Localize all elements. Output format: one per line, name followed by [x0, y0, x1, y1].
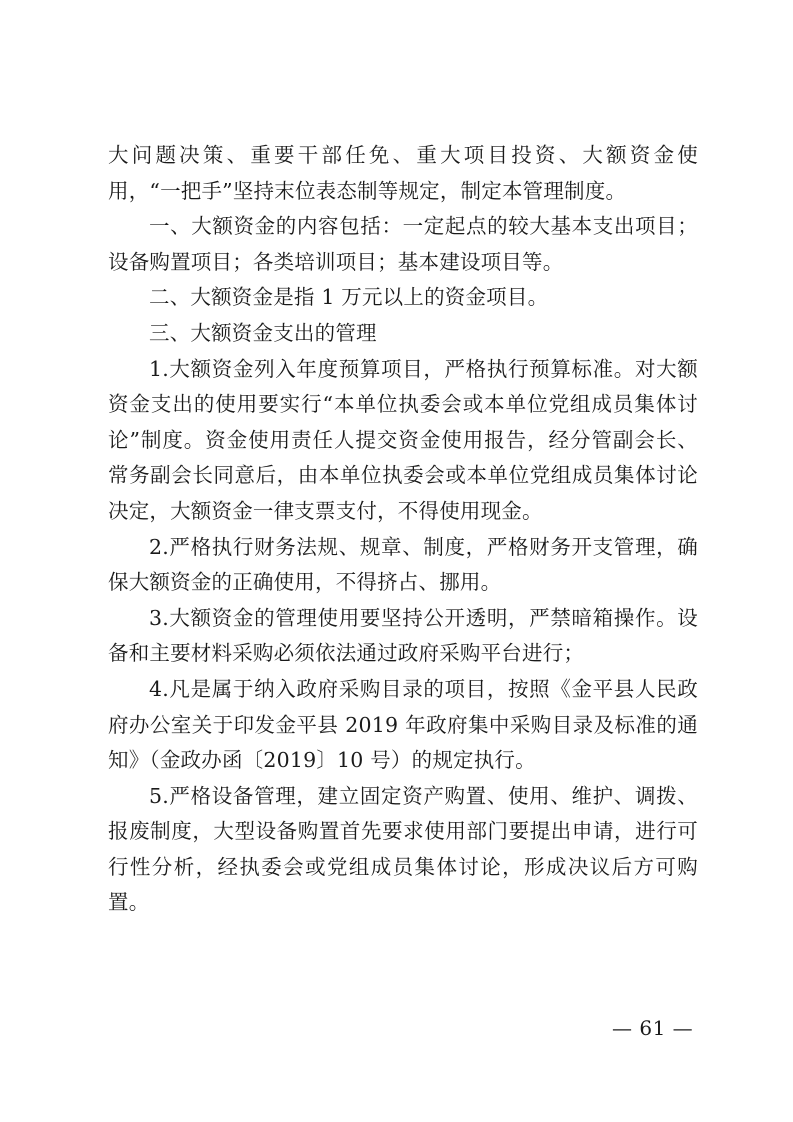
paragraph-continuation: 大问题决策、重要干部任免、重大项目投资、大额资金使用，“一把手”坚持末位表态制等规定，制定本管理制度。	[108, 143, 698, 203]
section-heading-3: 三、大额资金支出的管理	[149, 320, 377, 345]
paragraph-subitem-5: 5.严格设备管理，建立固定资产购置、使用、维护、调拨、报废制度，大型设备购置首先要求使用部门要提出申请，进行可行性分析，经执委会或党组成员集体讨论，形成决议后方可购置。	[108, 783, 698, 915]
paragraph-subitem-2: 2.严格执行财务法规、规章、制度，严格财务开支管理，确保大额资金的正确使用，不得挤占、挪用。	[108, 534, 698, 595]
paragraph-subitem-4: 4.凡是属于纳入政府采购目录的项目，按照《金平县人民政府办公室关于印发金平县 2019 年政府集中采购目录及标准的通知》（金政办函〔2019〕10 号）的规定执行。	[108, 676, 698, 773]
paragraph-subitem-3: 3.大额资金的管理使用要坚持公开透明，严禁暗箱操作。设备和主要材料采购必须依法通过政府采购平台进行；	[108, 605, 698, 666]
paragraph-item-2: 二、大额资金是指 1 万元以上的资金项目。	[149, 285, 549, 310]
page-number: — 61 —	[612, 1016, 694, 1040]
paragraph-item-1: 一、大额资金的内容包括：一定起点的较大基本支出项目；设备购置项目；各类培训项目；基本建设项目等。	[108, 214, 698, 274]
paragraph-subitem-1: 1.大额资金列入年度预算项目，严格执行预算标准。对大额资金支出的使用要实行“本单位执委会或本单位党组成员集体讨论”制度。资金使用责任人提交资金使用报告，经分管副会长、常务副会长同意后，由本单位执委会或本单位党组成员集体讨论决定，大额资金一律支票支付，不得使用现金。	[108, 356, 698, 523]
document-body	[108, 138, 698, 921]
